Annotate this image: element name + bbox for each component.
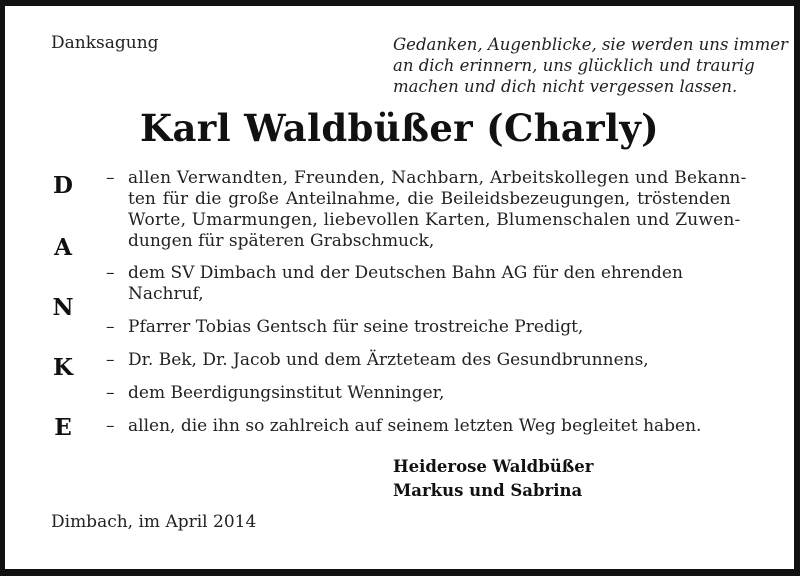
thanks-dash: – (106, 383, 115, 403)
thanks-line: Pfarrer Tobias Gentsch für seine trostreiche Predigt, (128, 317, 584, 337)
signature-name: Heiderose Waldbüßer (393, 457, 594, 476)
thanks-line: allen, die ihn so zahlreich auf seinem letzten Weg begleitet haben. (128, 416, 702, 436)
danke-letter-d: D (53, 172, 73, 199)
quote-line: an dich erinnern, uns glücklich und traurig (393, 56, 755, 75)
danke-letter-a: A (54, 234, 72, 261)
thanks-line: Dr. Bek, Dr. Jacob und dem Ärzteteam des Gesundbrunnens, (128, 350, 649, 370)
thanks-line: allen Verwandten, Freunden, Nachbarn, Arbeitskollegen und Bekann- (128, 168, 747, 188)
thanks-dash: – (106, 263, 115, 283)
thanks-dash: – (106, 416, 115, 436)
signature-name: Markus und Sabrina (393, 481, 583, 500)
thanks-line: dungen für späteren Grabschmuck, (128, 231, 435, 251)
quote-line: machen und dich nicht vergessen lassen. (393, 77, 738, 96)
notice-type-label: Danksagung (51, 33, 159, 53)
obituary-card (5, 6, 794, 569)
quote-line: Gedanken, Augenblicke, sie werden uns immer (393, 35, 788, 54)
thanks-line: Nachruf, (128, 284, 204, 304)
place-date: Dimbach, im April 2014 (51, 512, 257, 532)
thanks-dash: – (106, 317, 115, 337)
danke-letter-e: E (54, 414, 72, 441)
thanks-line: dem SV Dimbach und der Deutschen Bahn AG für den ehrenden (128, 263, 683, 283)
memorial-quote (393, 34, 788, 97)
thanks-dash: – (106, 168, 115, 188)
deceased-name: Karl Waldbüßer (Charly) (140, 106, 659, 150)
thanks-line: ten für die große Anteilnahme, die Beileidsbezeugungen, tröstenden (128, 189, 731, 209)
thanks-line: Worte, Umarmungen, liebevollen Karten, Blumenschalen und Zuwen- (128, 210, 741, 230)
thanks-line: dem Beerdigungsinstitut Wenninger, (128, 383, 445, 403)
thanks-dash: – (106, 350, 115, 370)
danke-letter-n: N (52, 294, 74, 321)
danke-letter-k: K (53, 354, 73, 381)
